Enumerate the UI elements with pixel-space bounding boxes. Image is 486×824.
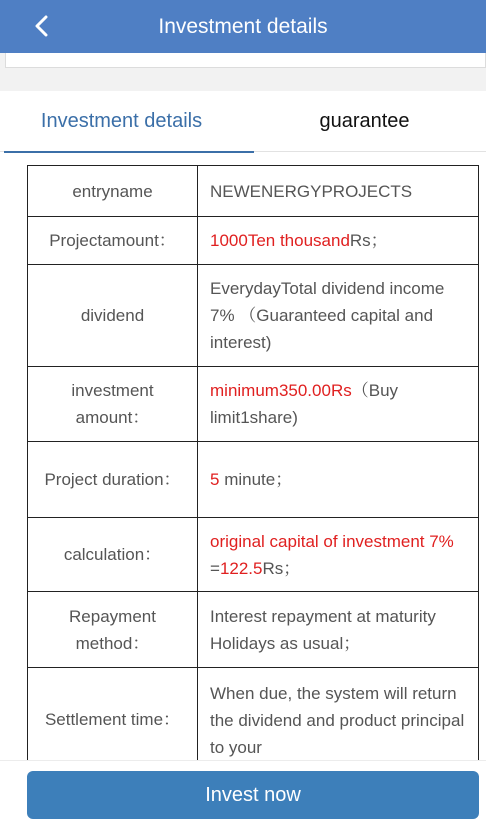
investment-details-table [27,165,479,776]
table-row [28,367,479,442]
calculation-suffix: Rs； [262,558,301,578]
dividend-label: dividend [28,265,198,367]
table-row [28,442,479,518]
entryname-label: entryname [28,166,198,217]
calculation-equals: = [210,558,220,578]
investment-amount-suffix: （Buy limit1share) [210,381,399,427]
calculation-highlight: original capital of investment 7% [210,531,454,551]
page-title: Investment details [158,14,328,38]
calculation-label: calculation： [28,518,198,592]
top-bar [0,0,486,53]
project-amount-suffix: Rs； [349,231,388,250]
table-row [28,592,479,668]
project-duration-value [198,442,479,518]
investment-amount-highlight: minimum350.00Rs [210,381,352,400]
tab-investment-details[interactable]: Investment details [0,91,243,152]
invest-now-button[interactable]: Invest now [27,771,479,819]
tab-bar [0,91,486,152]
back-button[interactable] [28,12,56,40]
table-row [28,265,479,367]
calculation-value [198,518,479,592]
chevron-left-icon [34,15,50,37]
table-row [28,217,479,265]
table-row [28,166,479,217]
top-strip [0,53,486,91]
repayment-method-value: Interest repayment at maturity Holidays as usual； [198,592,479,668]
project-amount-label: Projectamount： [28,217,198,265]
settlement-time-value: When due, the system will return the dividend and product principal to your [198,668,479,776]
project-duration-suffix: minute； [219,470,293,489]
calculation-result: 122.5 [219,558,263,578]
strip-panel [5,53,486,68]
project-duration-highlight: 5 [210,470,220,489]
investment-amount-label: investment amount： [28,367,198,442]
repayment-method-label: Repayment method： [28,592,198,668]
table-row [28,518,479,592]
dividend-value: EverydayTotal dividend income 7% （Guaranteed capital and interest) [198,265,479,367]
investment-amount-value [198,367,479,442]
settlement-time-label: Settlement time： [28,668,198,776]
bottom-action-bar [0,760,486,824]
entryname-value: NEWENERGYPROJECTS [198,166,479,217]
tab-guarantee[interactable]: guarantee [319,110,410,132]
project-amount-value [198,217,479,265]
project-duration-label: Project duration： [28,442,198,518]
project-amount-highlight: 1000Ten thousand [210,231,350,250]
